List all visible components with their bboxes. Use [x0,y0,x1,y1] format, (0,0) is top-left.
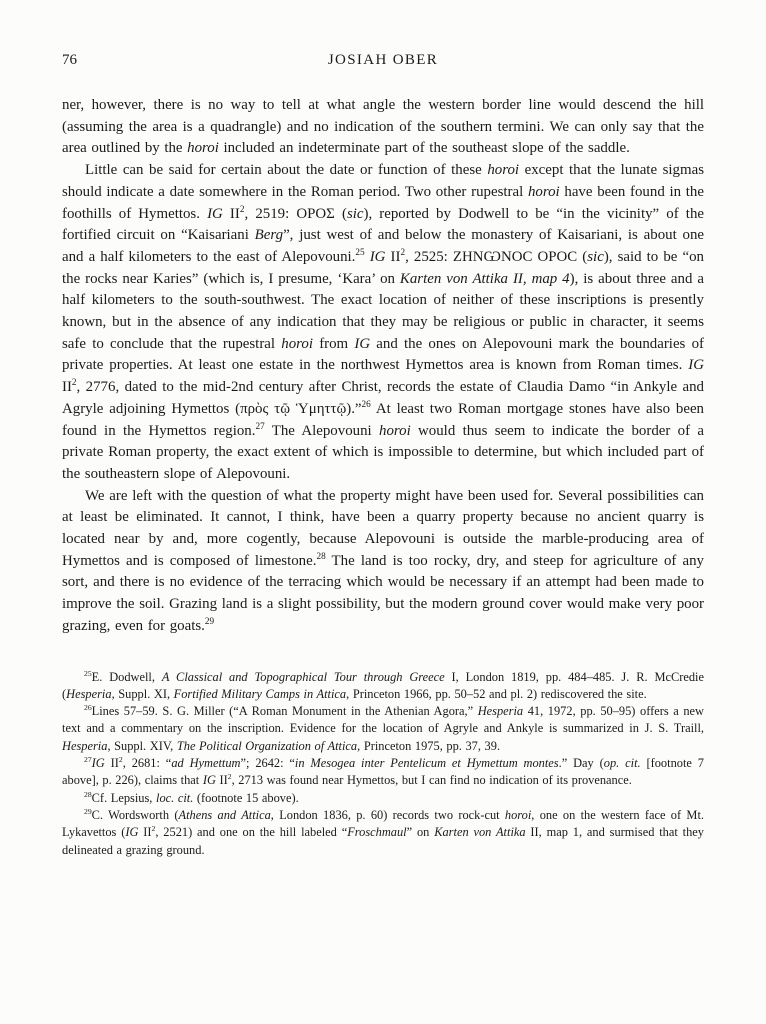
text-run: horoi [504,807,532,822]
text-run: , London 1836, p. 60) records two rock-cut [270,807,505,822]
text-run: Berg [254,227,284,244]
text-run: Cf. Lepsius, [91,790,156,805]
text-run: , 2776, dated to the mid-2nd century after Christ, records the estate of Claudia Damo “in Ankyle and Agryle adjoining Hymettos (πρὸς τῷ Ὑμηττῷ).” [62,379,704,417]
text-run: ), reported by Dodwell to be “in the vicinity” of the fortified circuit on “Kaisariani [62,205,704,244]
text-run: horoi [527,183,560,200]
text-run: , 2713 was found near Hymettos, but I can find no indication of its provenance. [231,773,632,788]
page-header [62,52,704,70]
text-run: At least two Roman mortgage stones have also been found in the Hymettos region. [62,400,705,439]
text-run: Little can be said for certain about the date or function of these [85,162,488,179]
text-run: II, map 1, and surmised that they delineated a grazing ground. [62,825,704,857]
text-run: IG [91,756,105,771]
text-run: horoi [379,422,411,439]
text-run: , 2521) and one on the hill labeled “ [155,825,348,840]
text-run: sic [346,205,364,222]
footnote [62,669,704,704]
text-run: IG [202,773,216,788]
text-run: E. Dodwell, [91,669,162,684]
text-run: I, London 1819, pp. 484–485. J. R. McCredie ( [62,669,704,701]
text-run: 41, 1972, pp. 50–95) offers a new text and a commentary on the inscription. Evidence for the location of Agryle and Ankyle is summarized in J. S. Traill, [62,704,704,736]
text-run: , 2525: ΖΗΝѠΝΟC ΟΡΟC ( [405,248,588,265]
text-run: The Alepovouni [264,422,379,439]
text-run: horoi [281,335,313,352]
text-run: op. cit. [603,756,641,771]
text-run: IG [688,357,704,374]
footnote-ref: 26 [361,398,371,409]
text-run: .” Day ( [558,756,604,771]
footnotes-section [62,669,704,859]
text-run: (footnote 15 above). [193,790,299,805]
text-run: ”; 2642: “ [240,756,295,771]
footnote [62,807,704,859]
footnote-number: 26 [84,703,92,713]
footnote [62,703,704,755]
text-run: , Princeton 1975, pp. 37, 39. [357,738,501,753]
text-run: Lines 57–59. S. G. Miller (“A Roman Monument in the Athenian Agora,” [91,704,478,719]
text-run: Karten von Attika [434,825,526,840]
text-run: II [215,773,228,788]
footnote-number: 28 [84,789,92,799]
text-run: , Suppl. XI, [111,686,174,701]
text-run: ” on [406,825,435,840]
text-run: except that the lunate sigmas should indicate a date somewhere in the Roman period. Two other rupestral [62,162,704,200]
text-run: , one on the western face of Mt. Lykavettos ( [62,807,704,840]
text-run: have been found in the foothills of Hymettos. [62,183,704,222]
text-run: II [222,205,240,222]
footnote-number: 27 [84,754,92,764]
text-run: Hesperia [477,704,524,719]
footnote-number: 29 [84,806,92,816]
text-run: included an indeterminate part of the southeast slope of the saddle. [218,140,630,157]
text-run: horoi [487,162,520,179]
text-run: Hesperia [66,686,112,701]
text-run: ), is about three and a half kilometers to the south-southwest. The exact location of neither of these inscriptions is presently known, but in the absence of any indication that they may be religious or public in character, it seems safe to conclude that the rupestral [62,270,704,352]
footnote-ref: 28 [316,550,326,561]
text-run: IG [207,205,223,222]
text-run: horoi [187,140,219,157]
footnote-number: 2 [118,754,123,764]
text-run: [footnote 7 above], p. 226), claims that [62,756,704,788]
text-run: ad Hymettum [171,756,241,771]
text-run: sic [587,248,604,265]
footnote [62,755,704,790]
text-run: II [62,379,72,396]
text-run: II [138,825,152,840]
text-run: , Princeton 1966, pp. 50–52 and pl. 2) rediscovered the site. [346,686,647,701]
text-run: II [385,248,401,265]
text-run: A Classical and Topographical Tour through Greece [161,669,445,684]
text-run: Froschmaul [347,825,407,840]
text-run: ner, however, there is no way to tell at what angle the western border line would descend the hill (assuming the area is a quadrangle) and no indication of the southern termini. We can only say that the area outlined by the [62,97,704,157]
footnote-ref: 2 [400,246,406,257]
footnote-number: 2 [227,772,232,782]
text-run: ”, just west of and below the monastery of Kaisariani, is about one and a half kilometers to the east of Alepovouni. [62,227,705,265]
text-run: We are left with the question of what the property might have been used for. Several possibilities can at least be eliminated. It cannot, I think, have been a quarry property because no ancient quarry is located near by and, more cogently, because Alepovouni is outside the marble-producing area of Hymettos and is composed of limestone. [62,487,704,569]
text-run: , Suppl. XIV, [107,738,177,753]
text-run: ), said to be “on the rocks near Karies” (which is, I presume, ‘Kara’ on [62,248,704,287]
text-run: Athens and Attica [178,807,271,822]
text-run: , 2681: “ [122,756,172,771]
footnote-ref: 2 [239,203,245,214]
footnote-ref: 27 [255,420,265,431]
text-run: loc. cit. [156,790,194,805]
text-run: from [312,335,355,352]
footnote-ref: 29 [204,615,215,626]
page-number: 76 [62,52,77,68]
paragraph [62,160,704,486]
body-text [62,95,704,638]
text-run: IG [354,335,371,352]
text-run: II [104,756,119,771]
text-run: C. Wordsworth ( [91,807,179,822]
text-run: The Political Organization of Attica [176,738,358,753]
footnote-ref: 25 [355,246,365,257]
text-run: The land is too rocky, dry, and steep for agriculture of any sort, and there is no evidence of the terracing which would be necessary if an attempt had been made to improve the soil. Grazing land is a slight possibility, but the modern ground cover would make very poor grazing, even for goats. [62,552,705,634]
text-run: would thus seem to indicate the border of a private Roman property, the exact extent of which is impossible to determine, but which included part of the southeastern slope of Alepovouni. [62,422,704,482]
text-run: IG [125,825,139,840]
paragraph [62,95,704,160]
text-run: Fortified Military Camps in Attica [173,686,347,701]
text-run: Hesperia [62,738,108,753]
footnote-number: 2 [151,824,156,834]
footnote-number: 25 [84,668,92,678]
running-head: JOSIAH OBER [327,52,439,68]
text-run: Karten von Attika II, map 4 [399,270,570,287]
paragraph [62,486,704,638]
text-run: IG [369,248,386,265]
footnote [62,790,704,807]
text-run: , 2519: ΟΡΟΣ ( [244,205,347,222]
text-run: and the ones on Alepovouni mark the boundaries of private properties. At least one estate in the northwest Hymettos area is known from Roman times. [62,335,704,374]
text-run: in Mesogea inter Pentelicum et Hymettum montes [294,756,559,771]
footnote-ref: 2 [71,377,77,388]
